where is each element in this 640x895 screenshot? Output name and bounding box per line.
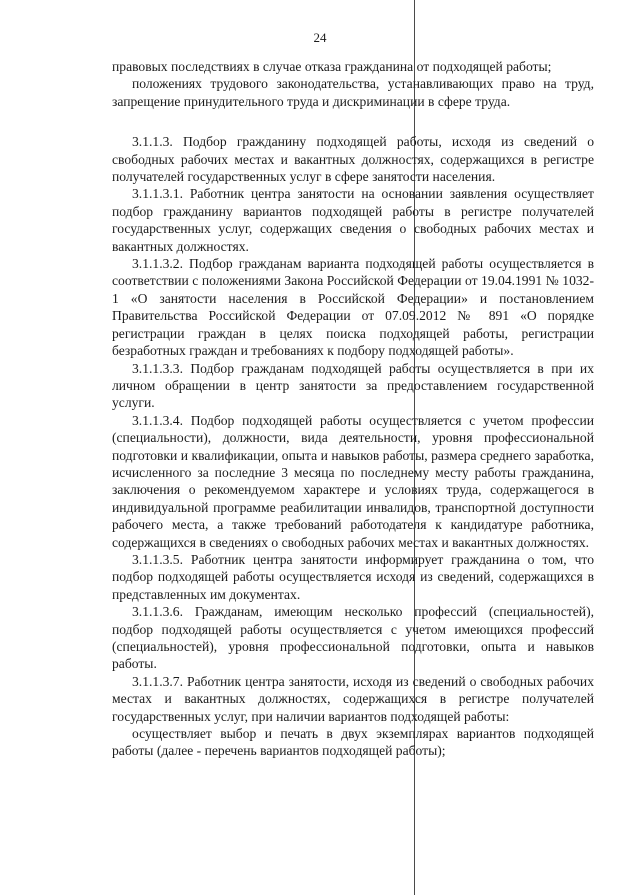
paragraph-labor-law: положениях трудового законодательства, устанавливающих право на труд, запрещение принудительного труда и дискриминации в сфере труда. (112, 76, 594, 109)
paragraph-3-1-1-3-7: 3.1.1.3.7. Работник центра занятости, исходя из сведений о свободных рабочих местах и вакантных должностях, содержащихся в регистре получателей государственных услуг, при наличии вариантов подходящей работы: (112, 673, 594, 724)
document-body (112, 58, 594, 760)
paragraph-3-1-1-3-5: 3.1.1.3.5. Работник центра занятости информирует гражданина о том, что подбор подходящей работы осуществляется исходя из сведений, содержащихся в представленных им документах. (112, 551, 594, 602)
paragraph-3-1-1-3: 3.1.1.3. Подбор гражданину подходящей работы, исходя из сведений о свободных рабочих местах и вакантных должностях, содержащихся в регистре получателей государственных услуг в сфере занятости населения. (112, 134, 594, 185)
paragraph-3-1-1-3-3: 3.1.1.3.3. Подбор гражданам подходящей работы осуществляется в при их личном обращении в центр занятости за предоставлением государственной услуги. (112, 360, 594, 411)
paragraph-3-1-1-3-6: 3.1.1.3.6. Гражданам, имеющим несколько профессий (специальностей), подбор подходящей работы осуществляется с учетом имеющихся профессий (специальностей), уровня профессиональной подготовки, опыта и навыков работы. (112, 604, 594, 672)
page-number: 24 (313, 30, 327, 45)
paragraph-gap (112, 110, 594, 133)
paragraph-3-1-1-3-2: 3.1.1.3.2. Подбор гражданам варианта подходящей работы осуществляется в соответствии с положениями Закона Российской Федерации от 19.04.1991 № 1032-1 «О занятости населения в Российской Федерации» и постановлением Правительства Российской Федерации от 07.09.2012 № 891 «О порядке регистрации граждан в целях поиска подходящей работы, регистрации безработных граждан и требованиях к подбору подходящей работы». (112, 256, 594, 359)
paragraph-3-1-1-3-1: 3.1.1.3.1. Работник центра занятости на основании заявления осуществляет подбор гражданину вариантов подходящей работы в регистре получателей государственных услуг, содержащих сведения о свободных рабочих местах и вакантных должностях. (112, 186, 594, 254)
paragraph-continuation: правовых последствиях в случае отказа гражданина от подходящей работы; (112, 59, 552, 74)
paragraph-print-variants: осуществляет выбор и печать в двух экземплярах вариантов подходящей работы (далее - перечень вариантов подходящей работы); (112, 726, 594, 759)
paragraph-3-1-1-3-4: 3.1.1.3.4. Подбор подходящей работы осуществляется с учетом профессии (специальности), должности, вида деятельности, уровня профессиональной подготовки и квалификации, опыта и навыков работы, размера среднего заработка, исчисленного за последние 3 месяца по последнему месту работы гражданина, заключения о рекомендуемом характере и условиях труда, содержащегося в индивидуальной программе реабилитации инвалидов, транспортной доступности рабочего места, а также требований работодателя к кандидатуре работника, содержащихся в сведениях о свободных рабочих местах и вакантных должностях. (112, 412, 594, 550)
